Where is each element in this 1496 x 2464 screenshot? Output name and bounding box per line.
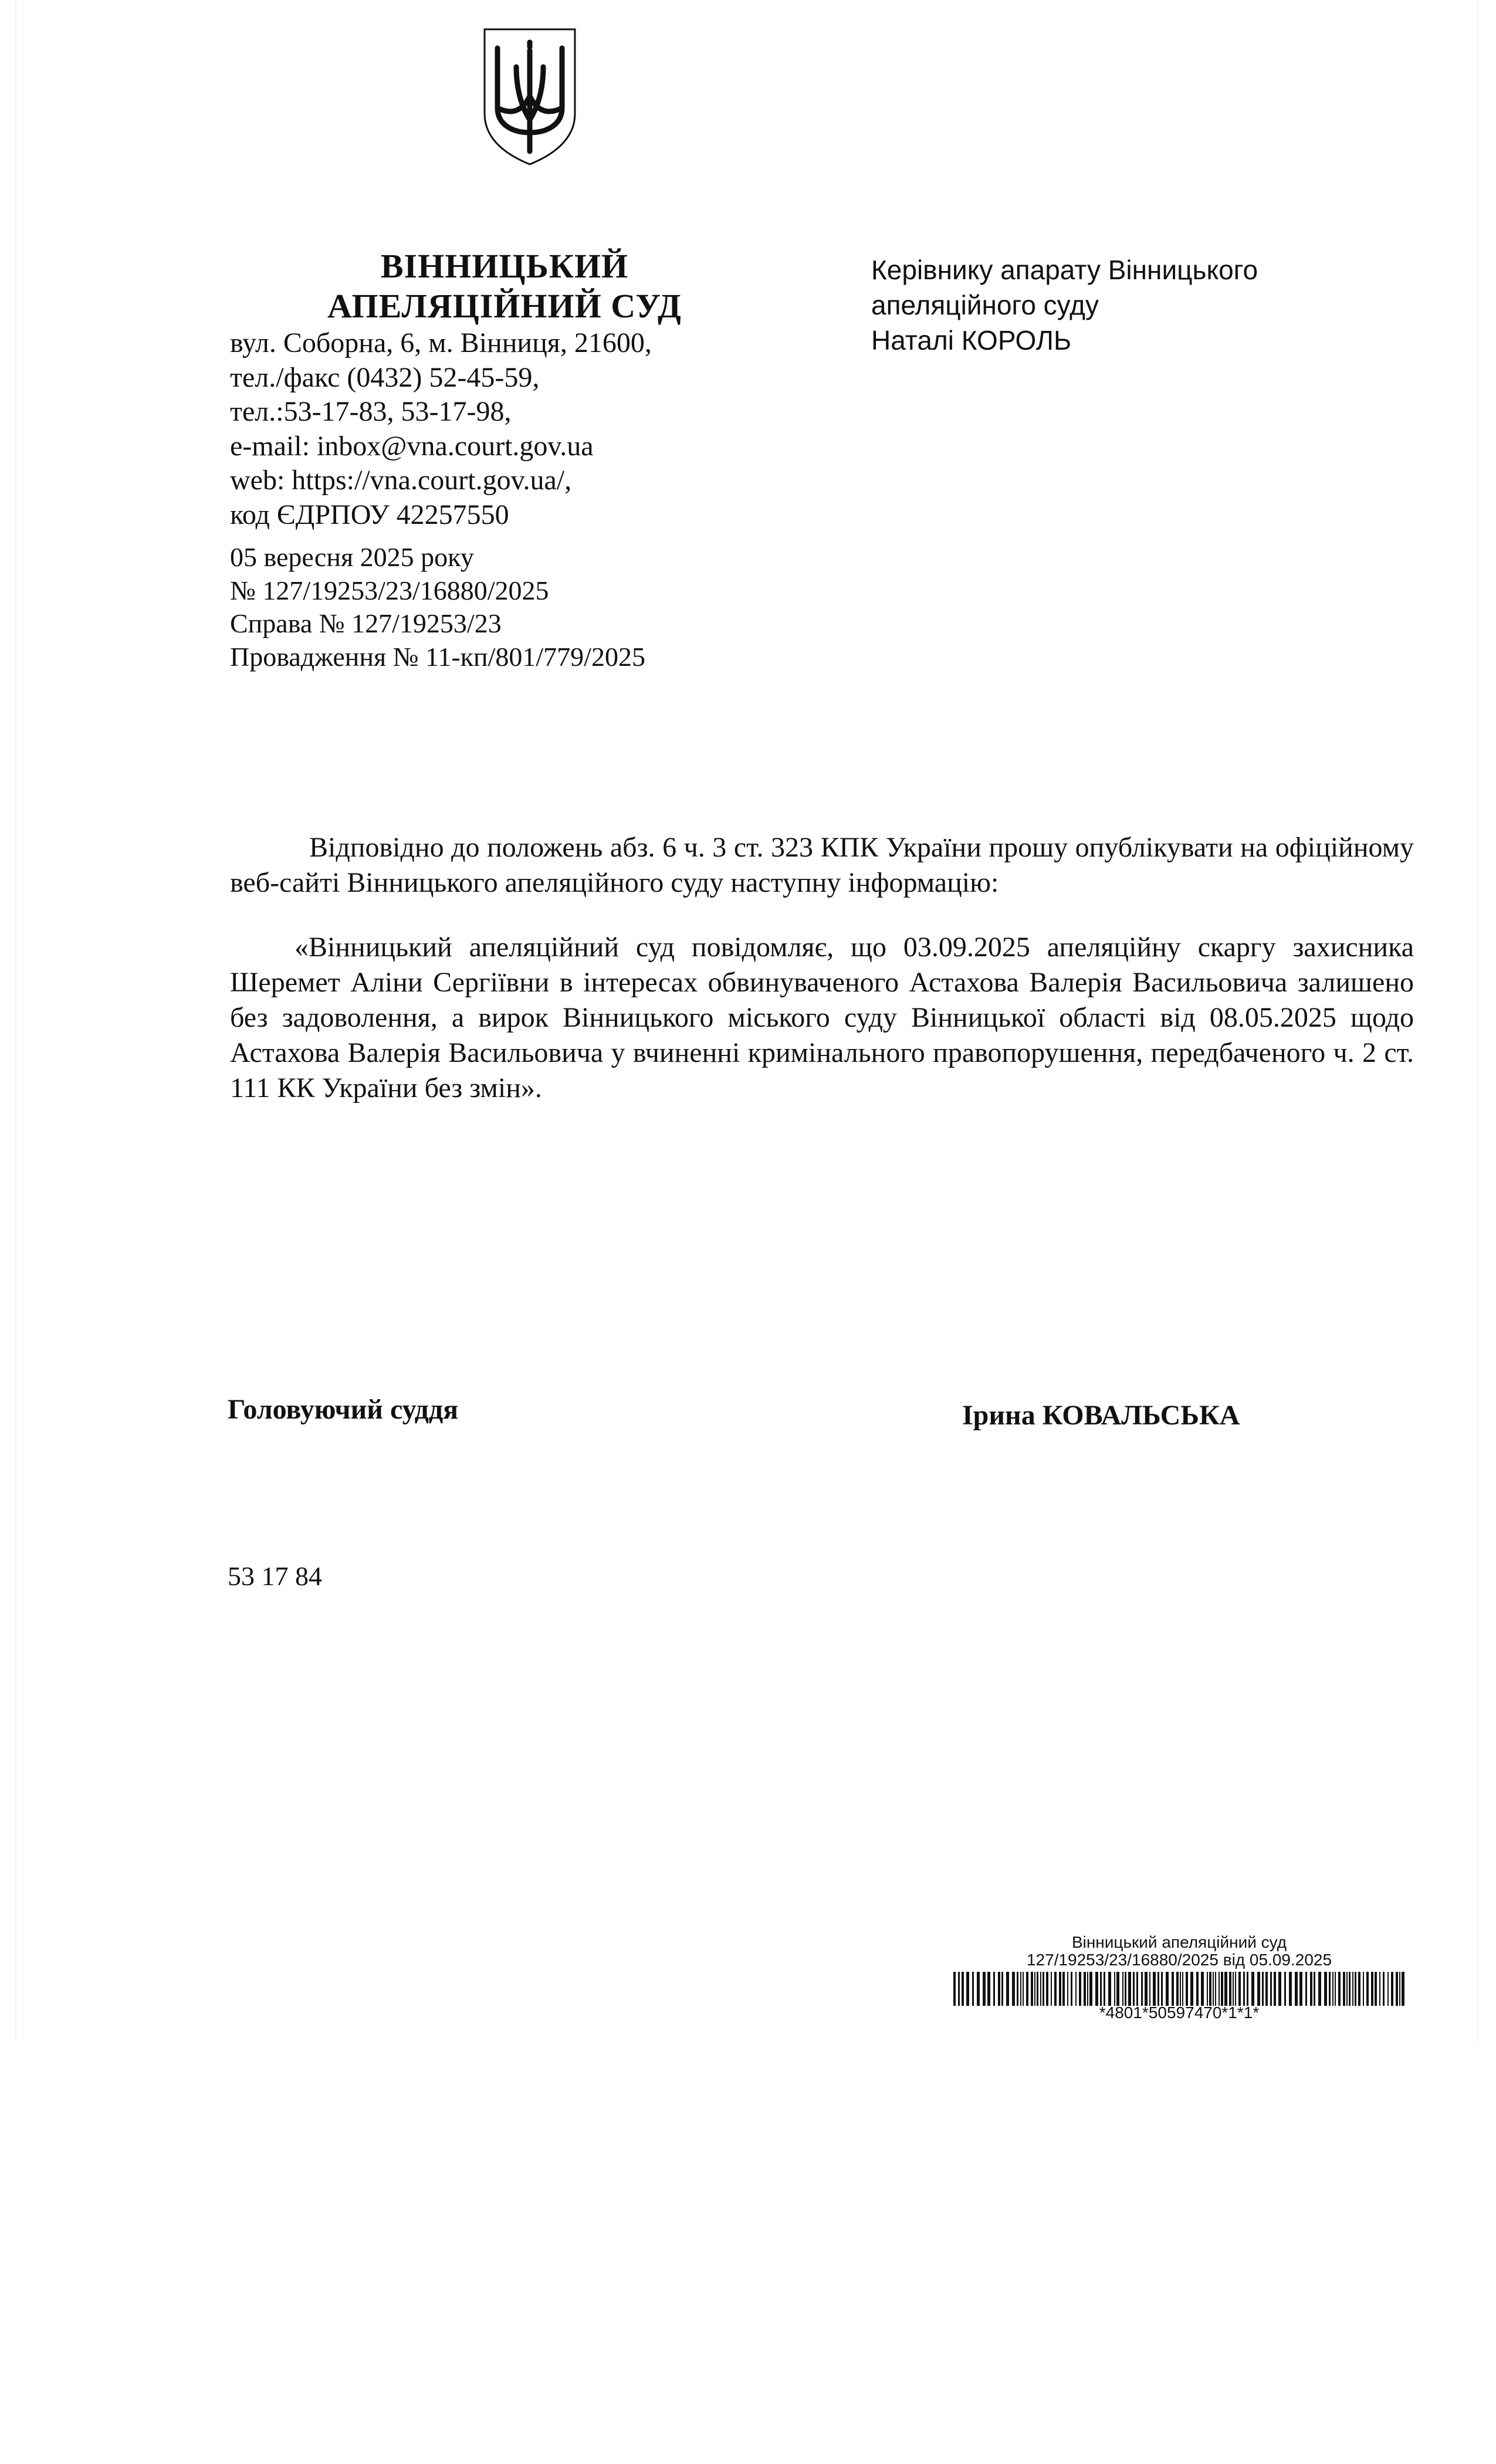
- barcode-bar: [1352, 1972, 1353, 2006]
- barcode-bar: [1387, 1972, 1389, 2006]
- barcode-bar: [1161, 1972, 1163, 2006]
- barcode-bar: [1166, 1972, 1169, 2006]
- barcode-bar: [1023, 1972, 1024, 2006]
- barcode-bar: [1265, 1972, 1268, 2006]
- barcode-bar: [1034, 1972, 1035, 2006]
- barcode-bar: [1215, 1972, 1216, 2006]
- barcode-bar: [1375, 1972, 1377, 2006]
- signature-title: Головуючий суддя: [228, 1394, 459, 1425]
- barcode-bar: [1310, 1972, 1312, 2006]
- barcode-bar: [993, 1972, 995, 2006]
- barcode-bar: [1278, 1972, 1281, 2006]
- barcode-bar: [1391, 1972, 1393, 2006]
- barcode-bar: [1100, 1972, 1102, 2006]
- barcode-bar: [1046, 1972, 1048, 2006]
- barcode-bar: [1172, 1972, 1174, 2006]
- barcode-bar: [1104, 1972, 1105, 2006]
- document-references: [230, 541, 793, 673]
- barcode-bar: [1149, 1972, 1150, 2006]
- barcode-bar: [1379, 1972, 1380, 2006]
- court-email: e-mail: inbox@vna.court.gov.ua: [230, 430, 594, 462]
- barcode-bar: [958, 1972, 960, 2006]
- document-number: № 127/19253/23/16880/2025: [230, 575, 549, 605]
- court-contact-block: [230, 326, 793, 532]
- barcode-bar: [1040, 1972, 1041, 2006]
- barcode-bar: [1095, 1972, 1098, 2006]
- barcode-bar: [1186, 1972, 1188, 2006]
- trident-coat-of-arms-icon: [480, 26, 580, 167]
- case-number: Справа № 127/19253/23: [230, 608, 502, 638]
- barcode-bar: [1114, 1972, 1115, 2006]
- barcode-bar: [1201, 1972, 1204, 2006]
- signature-name: Ірина КОВАЛЬСЬКА: [962, 1400, 1240, 1431]
- barcode-bar: [1190, 1972, 1193, 2006]
- barcode-bar: [1017, 1972, 1018, 2006]
- barcode-bar: [1229, 1972, 1231, 2006]
- barcode-bar: [1329, 1972, 1331, 2006]
- proceeding-number: Провадження № 11-кп/801/779/2025: [230, 641, 645, 672]
- letter-body: [230, 830, 1414, 1106]
- barcode-bar: [1182, 1972, 1183, 2006]
- court-phones: тел.:53-17-83, 53-17-98,: [230, 396, 512, 427]
- recipient-line1: Керівнику апарату Вінницького: [871, 255, 1258, 285]
- body-paragraph-request: Відповідно до положень абз. 6 ч. 3 ст. 323 КПК України прошу опублікувати на офіційному веб-сайті Вінницького апеляційного суду наступну інформацію:: [230, 832, 1414, 898]
- barcode-bar: [1305, 1972, 1307, 2006]
- barcode-bar: [1001, 1972, 1003, 2006]
- barcode-bar: [1299, 1972, 1302, 2006]
- barcode-bar: [1087, 1972, 1088, 2006]
- barcode-bar: [1062, 1972, 1065, 2006]
- barcode-bar: [1043, 1972, 1044, 2006]
- court-edrpou: код ЄДРПОУ 42257550: [230, 499, 509, 530]
- barcode-bar: [1314, 1972, 1315, 2006]
- barcode-bar: [1338, 1972, 1341, 2006]
- barcode-bar: [1238, 1972, 1241, 2006]
- stamp-reference: 127/19253/23/16880/2025 від 05.09.2025: [1026, 1951, 1332, 1969]
- barcode-bar: [1128, 1972, 1131, 2006]
- court-name: [246, 246, 763, 326]
- barcode-bar: [1136, 1972, 1138, 2006]
- barcode-bar: [1207, 1972, 1208, 2006]
- barcode-bar: [1270, 1972, 1272, 2006]
- barcode-bar: [1084, 1972, 1086, 2006]
- barcode-bar: [1108, 1972, 1111, 2006]
- barcode-bar: [1059, 1972, 1061, 2006]
- barcode-bar: [1402, 1972, 1404, 2006]
- barcode-bar: [1221, 1972, 1223, 2006]
- barcode-bar: [1180, 1972, 1181, 2006]
- barcode-bar: [1196, 1972, 1199, 2006]
- barcode-bar: [1251, 1972, 1254, 2006]
- barcode-bar: [1067, 1972, 1068, 2006]
- barcode-bar: [1247, 1972, 1248, 2006]
- barcode-bar: [953, 1972, 956, 2006]
- barcode-bar: [977, 1972, 980, 2006]
- barcode-bar: [1075, 1972, 1077, 2006]
- barcode-bar: [987, 1972, 990, 2006]
- barcode-bar: [966, 1972, 969, 2006]
- barcode-bar: [1122, 1972, 1123, 2006]
- barcode-bar: [1257, 1972, 1260, 2006]
- barcode-bar: [1153, 1972, 1156, 2006]
- body-paragraph-announcement: «Вінницький апеляційний суд повідомляє, що 03.09.2025 апеляційну скаргу захисника Шеремет Аліни Сергіївни в інтересах обвинуваченого Астахова Валерія Васильовича залишено без задоволення, а вирок Вінницького міського суду Вінницької області від 08.05.2025 щодо Астахова Валерія Васильовича у вчиненні кримінального правопорушення, передбаченого ч. 2 ст. 111 КК України без змін».: [230, 932, 1414, 1104]
- barcode-bar: [1318, 1972, 1321, 2006]
- barcode-bar: [962, 1972, 964, 2006]
- recipient-block: [871, 252, 1411, 358]
- barcode-bar: [1243, 1972, 1245, 2006]
- barcode-bar: [1209, 1972, 1211, 2006]
- barcode-bar: [1145, 1972, 1148, 2006]
- barcode-bar: [1031, 1972, 1033, 2006]
- barcode-bar: [1366, 1972, 1369, 2006]
- barcode-bar: [1274, 1972, 1276, 2006]
- barcode-bar: [1020, 1972, 1021, 2006]
- barcode-bar: [1284, 1972, 1286, 2006]
- barcode-bar: [1157, 1972, 1159, 2006]
- barcode-bar: [1224, 1972, 1227, 2006]
- barcode-bar: [1071, 1972, 1072, 2006]
- barcode-bar: [1006, 1972, 1009, 2006]
- court-name-line1: ВІННИЦЬКИЙ: [380, 247, 629, 285]
- barcode-bar: [1335, 1972, 1336, 2006]
- barcode-bar: [1176, 1972, 1179, 2006]
- recipient-name: Наталі КОРОЛЬ: [871, 325, 1072, 356]
- barcode-bar: [1355, 1972, 1356, 2006]
- barcode-bar: [983, 1972, 986, 2006]
- barcode-bar: [1363, 1972, 1364, 2006]
- court-phone-fax: тел./факс (0432) 52-45-59,: [230, 361, 540, 393]
- barcode-bar: [1233, 1972, 1234, 2006]
- barcode-bar: [972, 1972, 974, 2006]
- court-name-line2: АПЕЛЯЦІЙНИЙ СУД: [327, 287, 682, 325]
- barcode-bar: [1012, 1972, 1015, 2006]
- barcode-bar: [1262, 1972, 1264, 2006]
- barcode-bar: [1125, 1972, 1126, 2006]
- barcode-bar: [1332, 1972, 1333, 2006]
- barcode-bar: [1026, 1972, 1028, 2006]
- barcode-bar: [1054, 1972, 1057, 2006]
- barcode-bar: [1396, 1972, 1398, 2006]
- barcode-bar: [1289, 1972, 1292, 2006]
- barcode-bar: [1079, 1972, 1081, 2006]
- barcode-icon: [953, 1972, 1405, 2006]
- court-web: web: https://vna.court.gov.ua/,: [230, 465, 572, 496]
- barcode-bar: [1371, 1972, 1373, 2006]
- stamp-barcode-code: *4801*50597470*1*1*: [1099, 2003, 1260, 2022]
- barcode-bar: [1295, 1972, 1298, 2006]
- barcode-bar: [1116, 1972, 1119, 2006]
- barcode-bar: [1133, 1972, 1135, 2006]
- document-date: 05 вересня 2025 року: [230, 542, 474, 572]
- barcode-bar: [1051, 1972, 1052, 2006]
- barcode-bar: [1141, 1972, 1143, 2006]
- barcode-bar: [1399, 1972, 1400, 2006]
- barcode-bar: [1235, 1972, 1236, 2006]
- barcode-bar: [1324, 1972, 1327, 2006]
- barcode-bar: [1343, 1972, 1345, 2006]
- barcode-bar: [1383, 1972, 1385, 2006]
- barcode-bar: [1089, 1972, 1092, 2006]
- barcode-bar: [1219, 1972, 1220, 2006]
- barcode-bar: [1346, 1972, 1348, 2006]
- recipient-line2: апеляційного суду: [871, 290, 1099, 320]
- barcode-bar: [1358, 1972, 1360, 2006]
- court-address: вул. Соборна, 6, м. Вінниця, 21600,: [230, 327, 652, 358]
- barcode-bar: [1037, 1972, 1038, 2006]
- executor-phone: 53 17 84: [228, 1561, 322, 1591]
- barcode-bar: [1349, 1972, 1351, 2006]
- barcode-bar: [998, 1972, 1000, 2006]
- stamp-court-name: Вінницький апеляційний суд: [1071, 1933, 1287, 1951]
- barcode-bar: [1213, 1972, 1214, 2006]
